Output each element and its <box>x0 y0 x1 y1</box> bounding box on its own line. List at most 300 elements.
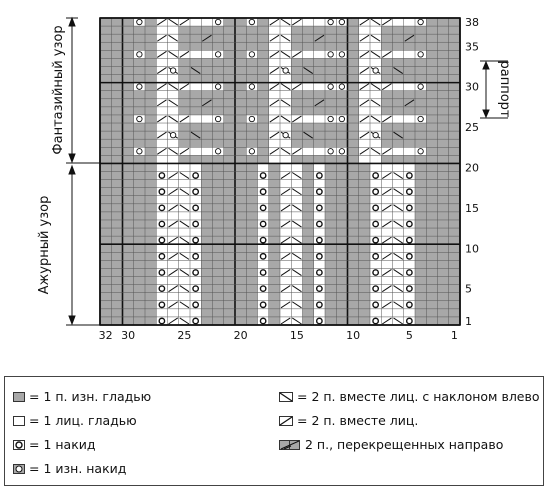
knit-cell <box>190 18 201 26</box>
purl-yarn-over <box>170 132 175 137</box>
knit-cell <box>258 244 269 252</box>
knit-cell <box>404 309 415 317</box>
knit-cell <box>370 26 381 34</box>
row-number-label: 15 <box>465 201 479 215</box>
yarn-over <box>373 237 378 242</box>
yarn-over <box>317 254 322 259</box>
knit-cell <box>370 260 381 268</box>
knit-cell <box>280 293 291 301</box>
knit-cell <box>381 212 392 220</box>
knit-cell <box>404 50 415 58</box>
knit-cell <box>168 123 179 131</box>
legend-item-yarn-over <box>13 437 96 452</box>
knit-cell <box>359 91 370 99</box>
yarn-over <box>193 318 198 323</box>
knit-cell <box>280 212 291 220</box>
knit-cell <box>179 196 190 204</box>
knit-cell <box>359 58 370 66</box>
knit-cell <box>314 180 325 188</box>
purl-yarn-over <box>418 19 423 24</box>
purl-yarn-over <box>215 116 220 121</box>
yarn-over <box>373 205 378 210</box>
knit-cell <box>179 277 190 285</box>
yarn-over <box>260 189 265 194</box>
row-number-label: 5 <box>465 282 472 296</box>
yarn-over <box>373 318 378 323</box>
knit-cell <box>280 180 291 188</box>
column-number-label: 30 <box>121 329 136 342</box>
yarn-over <box>260 237 265 242</box>
yarn-over <box>407 173 412 178</box>
knit-cell <box>314 277 325 285</box>
purl-yarn-over <box>328 116 333 121</box>
row-number-label: 1 <box>465 314 472 328</box>
knit-cell <box>303 147 314 155</box>
knit-cell <box>156 244 167 252</box>
legend-item-decrease-left <box>279 389 540 404</box>
knit-cell <box>280 91 291 99</box>
purl-yarn-over <box>215 19 220 24</box>
knit-cell <box>393 260 404 268</box>
knit-cell <box>381 293 392 301</box>
knit-cell <box>190 212 201 220</box>
knit-cell <box>370 277 381 285</box>
knit-cell <box>314 244 325 252</box>
legend-text: = 1 п. изн. гладью <box>29 389 152 404</box>
knit-cell <box>370 123 381 131</box>
yarn-over <box>159 189 164 194</box>
knit-cell <box>359 42 370 50</box>
knit-cell <box>280 309 291 317</box>
legend-text: = 1 лиц. гладью <box>29 413 137 428</box>
knit-cell <box>393 309 404 317</box>
purl-yarn-over <box>418 84 423 89</box>
legend-item-purl <box>13 389 151 404</box>
knit-cell <box>258 196 269 204</box>
knit-cell <box>269 75 280 83</box>
purl-yarn-over <box>137 116 142 121</box>
knit-cell <box>404 196 415 204</box>
knit-cell <box>314 293 325 301</box>
purl-yarn-over <box>283 68 288 73</box>
knit-cell <box>269 42 280 50</box>
knit-cell <box>314 147 325 155</box>
yarn-over <box>260 205 265 210</box>
knit-cell <box>393 228 404 236</box>
knit-cell <box>359 75 370 83</box>
knit-cell <box>280 228 291 236</box>
knit-cell <box>168 196 179 204</box>
knit-cell <box>156 42 167 50</box>
knit-cell <box>393 115 404 123</box>
knit-cell <box>168 42 179 50</box>
purl-yarn-over <box>373 132 378 137</box>
yarn-over-icon <box>13 440 25 450</box>
decrease-left-icon <box>279 392 293 402</box>
knit-cell <box>258 277 269 285</box>
yarn-over <box>159 270 164 275</box>
knit-cell <box>291 228 302 236</box>
knit-cell <box>179 212 190 220</box>
knit-cell <box>179 244 190 252</box>
yarn-over <box>373 173 378 178</box>
legend-text: = 2 п. вместе лиц. с наклоном влево <box>297 389 540 404</box>
column-number-label: 10 <box>346 329 361 342</box>
knit-cell <box>393 244 404 252</box>
fancy-pattern-bracket <box>66 18 100 163</box>
purl-yarn-over <box>137 52 142 57</box>
yarn-over <box>260 286 265 291</box>
knit-cell <box>381 277 392 285</box>
knit-cell <box>370 212 381 220</box>
knit-cell <box>280 139 291 147</box>
yarn-over <box>407 189 412 194</box>
yarn-over <box>317 173 322 178</box>
knit-cell <box>303 83 314 91</box>
knit-cell <box>393 163 404 171</box>
knit-cell <box>168 260 179 268</box>
knit-cell <box>393 277 404 285</box>
column-number-label: 32 <box>98 329 113 342</box>
knit-cell <box>190 147 201 155</box>
knit-cell <box>404 18 415 26</box>
knit-cell <box>404 228 415 236</box>
knit-cell <box>190 83 201 91</box>
knit-cell <box>269 91 280 99</box>
knit-cell <box>381 244 392 252</box>
purl-yarn-over <box>328 52 333 57</box>
purl-yarn-over <box>328 19 333 24</box>
yarn-over <box>260 254 265 259</box>
knit-cell <box>404 163 415 171</box>
knit-cell <box>370 228 381 236</box>
yarn-over <box>317 189 322 194</box>
yarn-over <box>407 254 412 259</box>
knit-cell <box>359 155 370 163</box>
yarn-over <box>373 254 378 259</box>
yarn-over <box>193 302 198 307</box>
legend-item-knit <box>13 413 137 428</box>
knit-cell <box>190 260 201 268</box>
knit-cell <box>156 163 167 171</box>
yarn-over <box>373 302 378 307</box>
knit-cell <box>314 50 325 58</box>
legend-item-decrease-right <box>279 413 418 428</box>
row-number-label: 35 <box>465 40 479 54</box>
knit-cell <box>258 163 269 171</box>
white-square-icon <box>13 416 25 426</box>
column-number-label: 20 <box>233 329 248 342</box>
yarn-over <box>193 205 198 210</box>
yarn-over <box>260 221 265 226</box>
knit-cell <box>190 309 201 317</box>
knit-cell <box>381 163 392 171</box>
yarn-over <box>193 270 198 275</box>
knit-cell <box>168 277 179 285</box>
knit-cell <box>168 58 179 66</box>
knit-cell <box>168 309 179 317</box>
purl-yarn-over <box>339 52 344 57</box>
knit-cell <box>156 196 167 204</box>
legend-text: = 1 изн. накид <box>29 461 127 476</box>
yarn-over <box>193 173 198 178</box>
knit-cell <box>269 139 280 147</box>
knit-cell <box>258 260 269 268</box>
knit-cell <box>201 147 212 155</box>
purl-yarn-over <box>418 149 423 154</box>
yarn-over <box>159 254 164 259</box>
purl-yarn-over <box>418 52 423 57</box>
purl-yarn-over <box>418 116 423 121</box>
knit-cell <box>258 180 269 188</box>
knit-cell <box>156 180 167 188</box>
knit-cell <box>314 18 325 26</box>
knit-cell <box>280 163 291 171</box>
yarn-over <box>159 221 164 226</box>
yarn-over <box>317 205 322 210</box>
knit-cell <box>269 107 280 115</box>
knit-cell <box>156 228 167 236</box>
knit-cell <box>269 155 280 163</box>
legend-text: = 2 п. вместе лиц. <box>297 413 419 428</box>
knit-cell <box>156 26 167 34</box>
knit-cell <box>179 309 190 317</box>
purl-yarn-over <box>328 84 333 89</box>
knit-cell <box>404 83 415 91</box>
row-number-label: 30 <box>465 80 479 94</box>
yarn-over <box>260 302 265 307</box>
knit-cell <box>404 293 415 301</box>
knit-cell <box>156 91 167 99</box>
knit-cell <box>190 180 201 188</box>
knit-cell <box>291 244 302 252</box>
knit-cell <box>370 91 381 99</box>
knit-cell <box>314 212 325 220</box>
purl-yarn-over <box>328 149 333 154</box>
yarn-over <box>317 302 322 307</box>
yarn-over <box>159 237 164 242</box>
knit-cell <box>280 123 291 131</box>
yarn-over <box>317 270 322 275</box>
knit-cell <box>381 260 392 268</box>
knit-cell <box>404 212 415 220</box>
yarn-over <box>193 189 198 194</box>
knit-cell <box>190 293 201 301</box>
purl-yarn-over <box>339 116 344 121</box>
purl-yarn-over <box>215 84 220 89</box>
knit-cell <box>314 309 325 317</box>
knit-cell <box>291 293 302 301</box>
yarn-over <box>260 173 265 178</box>
knit-cell <box>370 75 381 83</box>
knit-cell <box>393 196 404 204</box>
knit-cell <box>404 180 415 188</box>
purl-yarn-over <box>137 19 142 24</box>
yarn-over <box>373 221 378 226</box>
knit-cell <box>314 163 325 171</box>
knit-cell <box>168 163 179 171</box>
yarn-over <box>407 302 412 307</box>
legend <box>4 376 544 486</box>
knit-cell <box>280 26 291 34</box>
knit-cell <box>370 244 381 252</box>
purl-yarn-over <box>339 19 344 24</box>
knit-cell <box>370 139 381 147</box>
knit-cell <box>190 50 201 58</box>
yarn-over <box>373 189 378 194</box>
knit-cell <box>393 18 404 26</box>
knit-cell <box>280 244 291 252</box>
purl-yarn-over <box>215 149 220 154</box>
yarn-over <box>159 318 164 323</box>
column-number-label: 15 <box>289 329 304 342</box>
knit-cell <box>179 180 190 188</box>
knit-cell <box>168 155 179 163</box>
knit-cell <box>291 309 302 317</box>
knit-cell <box>168 228 179 236</box>
legend-item-cross-right <box>279 437 503 452</box>
decrease-right-icon <box>279 416 293 426</box>
knit-cell <box>303 18 314 26</box>
cross-right-icon <box>279 440 301 450</box>
knit-cell <box>404 147 415 155</box>
knit-cell <box>381 180 392 188</box>
knit-cell <box>393 180 404 188</box>
purl-yarn-over <box>283 132 288 137</box>
yarn-over <box>159 205 164 210</box>
fancy-pattern-label: Фантазийный узор <box>51 25 66 155</box>
knit-cell <box>168 75 179 83</box>
knit-cell <box>404 277 415 285</box>
knit-cell <box>179 163 190 171</box>
knit-cell <box>291 180 302 188</box>
knit-cell <box>190 196 201 204</box>
purl-yarn-over <box>249 52 254 57</box>
yarn-over <box>159 286 164 291</box>
knit-cell <box>258 228 269 236</box>
knit-cell <box>370 163 381 171</box>
lace-pattern-bracket <box>66 166 100 325</box>
knit-cell <box>359 107 370 115</box>
knit-cell <box>190 115 201 123</box>
knit-cell <box>190 228 201 236</box>
yarn-over <box>193 221 198 226</box>
knit-cell <box>280 42 291 50</box>
knit-cell <box>314 260 325 268</box>
purl-yarn-over <box>137 84 142 89</box>
yarn-over <box>407 286 412 291</box>
yarn-over <box>407 318 412 323</box>
gray-square-icon <box>13 392 25 402</box>
knit-cell <box>258 212 269 220</box>
yarn-over <box>407 270 412 275</box>
legend-text: 2 п., перекрещенных направо <box>305 437 504 452</box>
purl-yarn-over <box>249 116 254 121</box>
knit-cell <box>201 18 212 26</box>
knit-cell <box>370 107 381 115</box>
purl-yarn-over <box>249 149 254 154</box>
knit-cell <box>291 260 302 268</box>
knit-cell <box>404 260 415 268</box>
knit-cell <box>303 50 314 58</box>
knit-cell <box>280 155 291 163</box>
knit-cell <box>314 83 325 91</box>
knit-cell <box>359 123 370 131</box>
row-number-label: 38 <box>465 16 479 30</box>
purl-yarn-over <box>137 149 142 154</box>
yarn-over <box>193 286 198 291</box>
knit-cell <box>168 139 179 147</box>
yarn-over <box>317 221 322 226</box>
knit-cell <box>156 58 167 66</box>
yarn-over <box>260 270 265 275</box>
purl-yarn-over-icon <box>13 464 25 474</box>
purl-yarn-over <box>215 52 220 57</box>
knit-cell <box>359 26 370 34</box>
knit-cell <box>168 180 179 188</box>
knit-cell <box>404 115 415 123</box>
knit-cell <box>280 107 291 115</box>
knit-cell <box>370 42 381 50</box>
knit-cell <box>280 58 291 66</box>
knit-cell <box>168 107 179 115</box>
knit-cell <box>393 212 404 220</box>
yarn-over <box>317 318 322 323</box>
knit-cell <box>314 228 325 236</box>
yarn-over <box>159 173 164 178</box>
yarn-over <box>407 237 412 242</box>
knit-cell <box>190 163 201 171</box>
knit-cell <box>156 260 167 268</box>
yarn-over <box>193 254 198 259</box>
legend-text: = 1 накид <box>29 437 96 452</box>
knit-cell <box>156 107 167 115</box>
knit-cell <box>291 277 302 285</box>
lace-pattern-label: Ажурный узор <box>37 195 52 295</box>
knit-cell <box>393 147 404 155</box>
column-number-label: 1 <box>450 329 458 342</box>
knit-cell <box>280 260 291 268</box>
knit-cell <box>156 139 167 147</box>
knit-cell <box>370 196 381 204</box>
knit-cell <box>291 196 302 204</box>
knit-cell <box>190 277 201 285</box>
knit-cell <box>393 50 404 58</box>
column-number-label: 25 <box>177 329 192 342</box>
knit-cell <box>201 50 212 58</box>
purl-yarn-over <box>373 68 378 73</box>
legend-item-purl-yarn-over <box>13 461 126 476</box>
knit-cell <box>370 309 381 317</box>
knit-cell <box>168 244 179 252</box>
knit-cell <box>168 212 179 220</box>
knit-cell <box>359 139 370 147</box>
knit-cell <box>303 115 314 123</box>
yarn-over <box>407 221 412 226</box>
knit-cell <box>258 293 269 301</box>
knit-cell <box>168 26 179 34</box>
yarn-over <box>373 286 378 291</box>
knit-cell <box>179 260 190 268</box>
knit-cell <box>370 180 381 188</box>
knit-cell <box>156 309 167 317</box>
yarn-over <box>317 286 322 291</box>
knit-cell <box>381 228 392 236</box>
row-number-label: 20 <box>465 161 479 175</box>
knit-cell <box>201 83 212 91</box>
knit-cell <box>404 244 415 252</box>
knit-cell <box>291 212 302 220</box>
